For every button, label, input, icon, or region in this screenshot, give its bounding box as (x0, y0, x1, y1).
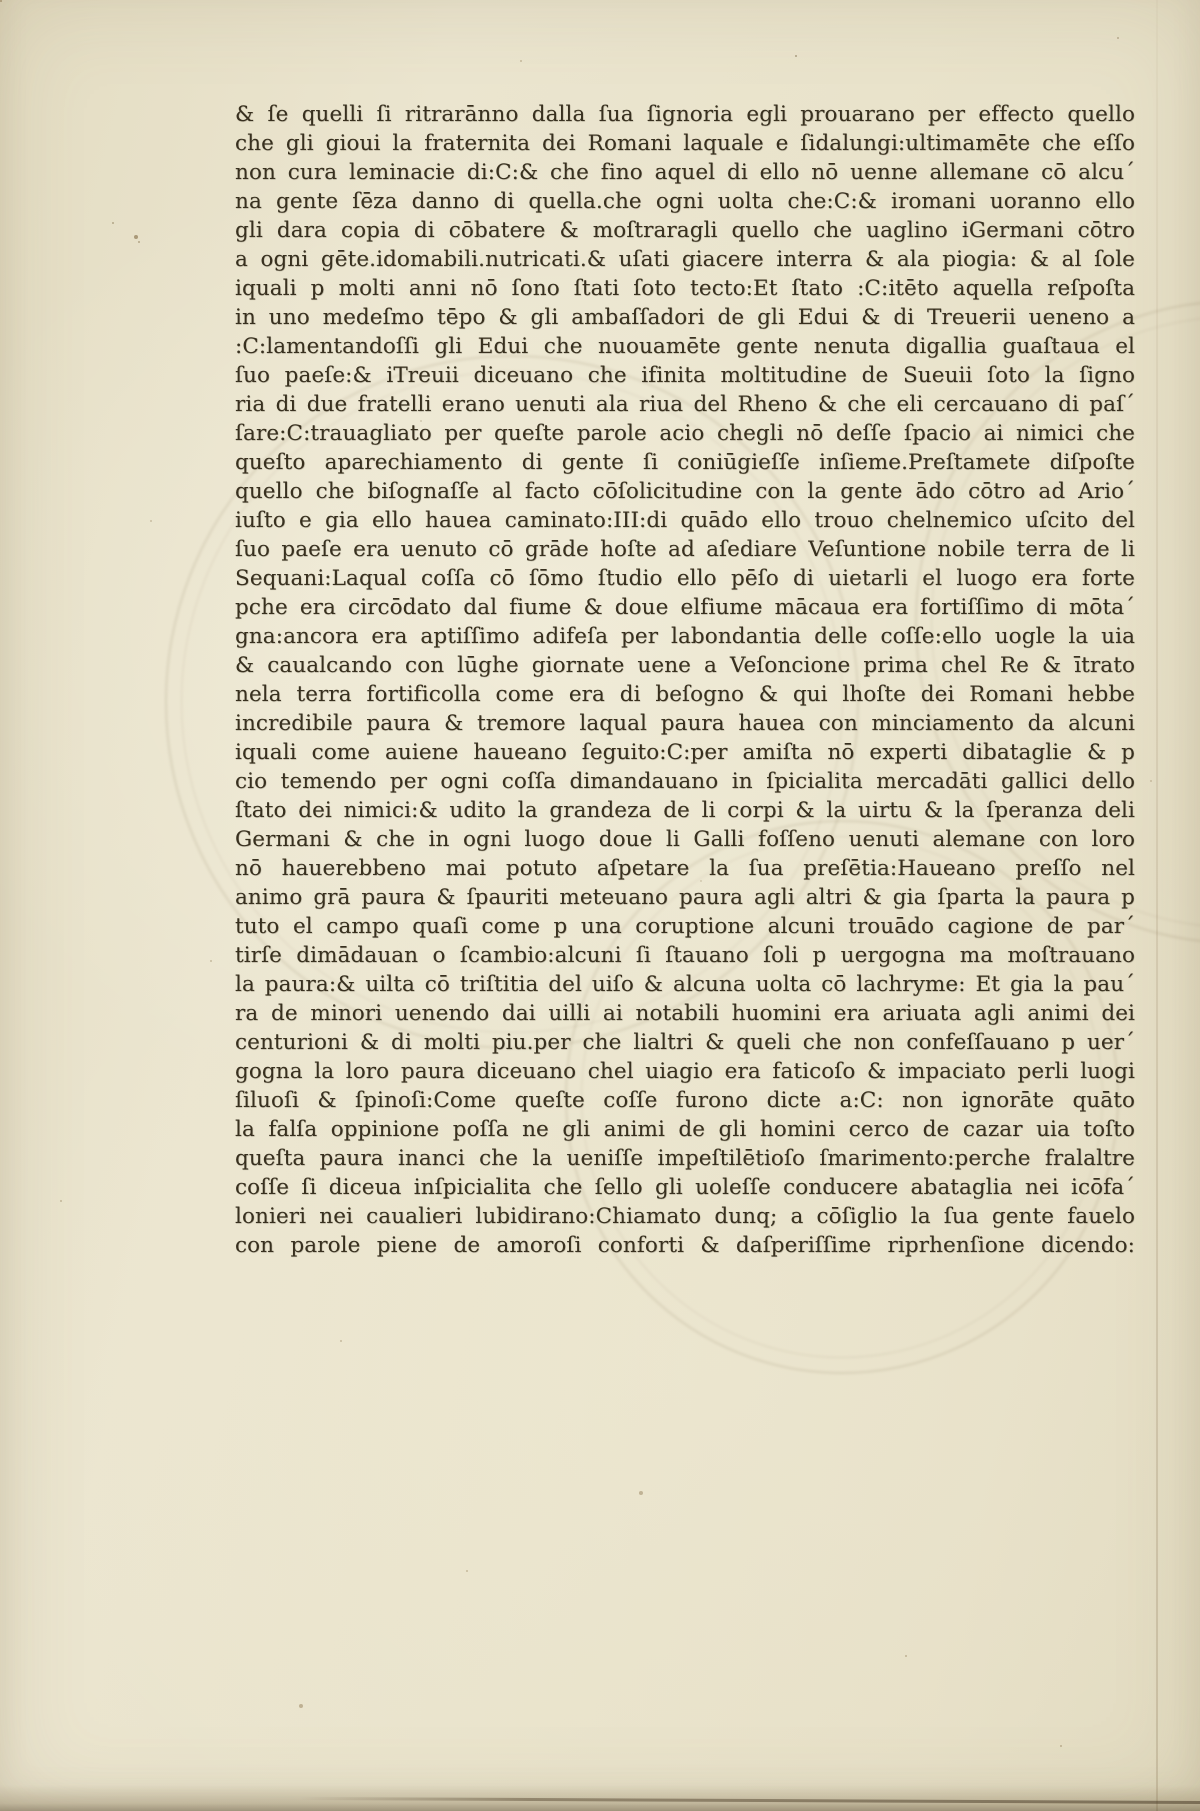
text-line: in uno medeſmo tēpo & gli ambaſſadori de gli Edui & di Treuerii ueneno a (235, 305, 1135, 330)
text-line: :C:lamentandoſſi gli Edui che nuouamēte gente nenuta digallia guaſtaua el (235, 334, 1135, 359)
text-line: na gente ſēza danno di quella.che ogni uolta che:C:& iromani uoranno ello (235, 189, 1135, 214)
text-line: ſuo paeſe:& iTreuii diceuano che ifinita moltitudine de Sueuii ſoto la ſigno (235, 363, 1135, 388)
text-line: iuſto e gia ello hauea caminato:III:di quādo ello trouo chelnemico uſcito del (235, 508, 1135, 533)
text-line: queſta paura inanci che la ueniſſe impeſtilētioſo ſmarimento:perche fralaltre (235, 1146, 1135, 1171)
text-line: tuto el campo quaſi come p una coruptione alcuni trouādo cagione de par´ (235, 914, 1135, 939)
text-line: tirſe dimādauan o ſcambio:alcuni ſi ſtauano ſoli p uergogna ma moſtrauano (235, 943, 1135, 968)
text-line: ſiluoſi & ſpinoſi:Come queſte coſſe furono dicte a:C: non ignorāte quāto (235, 1088, 1135, 1113)
text-line: ſtato dei nimici:& udito la grandeza de li corpi & la uirtu & la ſperanza deli (235, 798, 1135, 823)
text-line: pche era circōdato dal fiume & doue elfiume mācaua era fortiſſimo di mōta´ (235, 595, 1135, 620)
text-line: gli dara copia di cōbatere & moſtraragli quello che uaglino iGermani cōtro (235, 218, 1135, 243)
text-line: coſſe ſi diceua inſpicialita che ſello gli uoleſſe conducere abataglia nei icōfa´ (235, 1175, 1135, 1200)
text-line: lonieri nei caualieri lubidirano:Chiamato dunq; a cōſiglio la ſua gente fauelo (235, 1204, 1135, 1229)
text-line: & caualcando con lūghe giornate uene a Veſoncione prima chel Re & ītrato (235, 653, 1135, 678)
text-line: animo grā paura & ſpauriti meteuano paura agli altri & gia ſparta la paura p (235, 885, 1135, 910)
text-line: che gli gioui la fraternita dei Romani laquale e ſidalungi:ultimamēte che eſſo (235, 131, 1135, 156)
text-line: Sequani:Laqual coſſa cō ſōmo ſtudio ello pēſo di uietarli el luogo era forte (235, 566, 1135, 591)
text-line: queſto aparechiamento di gente ſi coniūgieſſe inſieme.Preſtamete diſpoſte (235, 450, 1135, 475)
text-line: quello che biſognaſſe al facto cōſolicitudine con la gente ādo cōtro ad Ario´ (235, 479, 1135, 504)
text-line: nela terra fortificolla come era di beſogno & qui lhoſte dei Romani hebbe (235, 682, 1135, 707)
text-line: ſuo paeſe era uenuto cō grāde hoſte ad aſediare Veſuntione nobile terra de li (235, 537, 1135, 562)
text-line: incredibile paura & tremore laqual paura hauea con minciamento da alcuni (235, 711, 1135, 736)
text-line: la paura:& uilta cō triſtitia del uiſo & alcuna uolta cō lachryme: Et gia la pau´ (235, 972, 1135, 997)
text-line: iquali come auiene haueano ſeguito:C:per amiſta nō experti dibataglie & p (235, 740, 1135, 765)
text-line: & ſe quelli ſi ritrarānno dalla ſua ſignoria egli prouarano per effecto quello (235, 102, 1135, 127)
text-line: cio temendo per ogni coſſa dimandauano in ſpicialita mercadāti gallici dello (235, 769, 1135, 794)
printed-text-block (235, 100, 1135, 1260)
text-line: Germani & che in ogni luogo doue li Galli foſſeno uenuti alemane con loro (235, 827, 1135, 852)
text-line: con parole piene de amoroſi conforti & daſperiſſime riprhenſione dicendo: (235, 1233, 1135, 1258)
text-line: ſare:C:trauagliato per queſte parole acio chegli nō deſſe ſpacio ai nimici che (235, 421, 1135, 446)
text-line: a ogni gēte.idomabili.nutricati.& uſati giacere interra & ala piogia: & al ſole (235, 247, 1135, 272)
text-line: centurioni & di molti piu.per che lialtri & queli che non confeſſauano p uer´ (235, 1030, 1135, 1055)
text-line: nō hauerebbeno mai potuto aſpetare la ſua preſētia:Haueano preſſo nel (235, 856, 1135, 881)
text-line: ria di due fratelli erano uenuti ala riua del Rheno & che eli cercauano di paſ´ (235, 392, 1135, 417)
page-edge-line (1156, 0, 1158, 1811)
text-line: iquali p molti anni nō ſono ſtati ſoto tecto:Et ſtato :C:itēto aquella reſpoſta (235, 276, 1135, 301)
text-line: gna:ancora era aptiſſimo adifeſa per labondantia delle coſſe:ello uogle la uia (235, 624, 1135, 649)
text-line: ra de minori uenendo dai uilli ai notabili huomini era ariuata agli animi dei (235, 1001, 1135, 1026)
paper-specks (0, 0, 2, 2)
text-line: la falſa oppinione poſſa ne gli animi de gli homini cerco de cazar uia toſto (235, 1117, 1135, 1142)
text-line: non cura leminacie di:C:& che fino aquel di ello nō uenne allemane cō alcu´ (235, 160, 1135, 185)
text-line: gogna la loro paura diceuano chel uiagio era faticoſo & impaciato perli luogi (235, 1059, 1135, 1084)
